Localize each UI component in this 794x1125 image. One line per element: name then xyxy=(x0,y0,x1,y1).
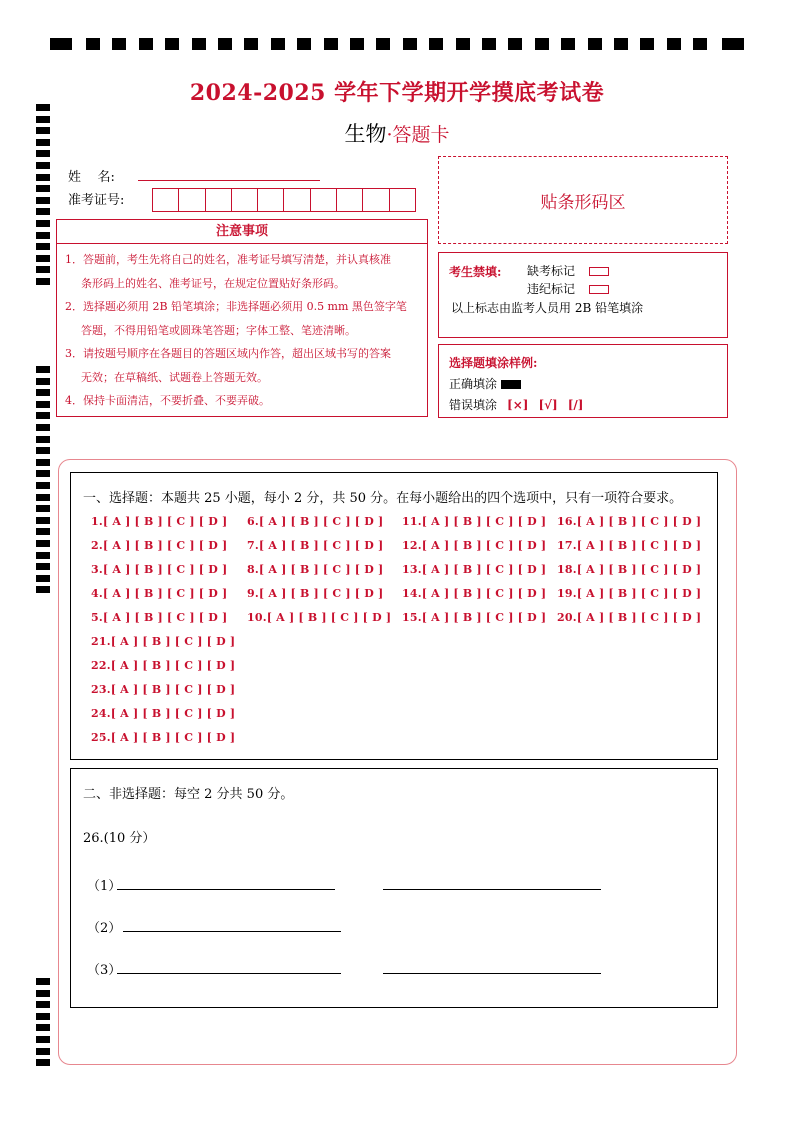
barcode-area: 贴条形码区 xyxy=(438,156,728,244)
timing-mark xyxy=(36,139,50,146)
mc-question-23[interactable] xyxy=(91,683,235,696)
mc-options[interactable]: [ A ] [ B ] [ C ] [ D ] xyxy=(421,515,547,528)
proctor-only-box xyxy=(438,252,728,338)
mc-options[interactable]: [ A ] [ B ] [ C ] [ D ] xyxy=(258,515,384,528)
proctor-note: 以上标志由监考人员用 2B 铅笔填涂 xyxy=(451,301,644,315)
mc-question-number: 7. xyxy=(247,539,259,552)
mc-question-14[interactable] xyxy=(402,587,546,600)
mc-options[interactable]: [ A ] [ B ] [ C ] [ D ] xyxy=(421,563,547,576)
mc-question-number: 15. xyxy=(402,611,422,624)
timing-mark xyxy=(36,1048,50,1055)
timing-mark xyxy=(36,412,50,419)
mc-options[interactable]: [ A ] [ B ] [ C ] [ D ] xyxy=(266,611,392,624)
mc-options[interactable]: [ A ] [ B ] [ C ] [ D ] xyxy=(110,731,236,744)
timing-mark xyxy=(722,38,744,50)
mc-question-21[interactable] xyxy=(91,635,235,648)
timing-mark xyxy=(244,38,258,50)
mc-options[interactable]: [ A ] [ B ] [ C ] [ D ] xyxy=(576,587,702,600)
notice-title: 注意事项 xyxy=(57,220,427,244)
subject-name: 生物 xyxy=(344,122,387,146)
mc-options[interactable]: [ A ] [ B ] [ C ] [ D ] xyxy=(110,707,236,720)
timing-mark xyxy=(36,528,50,535)
timing-mark xyxy=(36,266,50,273)
mc-question-number: 21. xyxy=(91,635,111,648)
blank-label-3: （3） xyxy=(87,963,122,978)
mc-question-number: 3. xyxy=(91,563,103,576)
wrong-mark-cross: [×] xyxy=(507,398,529,412)
timing-mark xyxy=(36,185,50,192)
mc-question-number: 8. xyxy=(247,563,259,576)
violation-mark-box[interactable] xyxy=(589,285,609,294)
mc-question-number: 22. xyxy=(91,659,111,672)
mc-question-12[interactable] xyxy=(402,539,546,552)
timing-mark xyxy=(456,38,470,50)
question-26-label: 26.(10 分） xyxy=(83,831,156,846)
timing-mark xyxy=(36,978,50,985)
mc-question-number: 18. xyxy=(557,563,577,576)
timing-mark xyxy=(36,208,50,215)
id-digit-box[interactable] xyxy=(206,188,232,212)
timing-mark xyxy=(36,220,50,227)
answer-line-1a[interactable] xyxy=(117,889,335,890)
timing-mark xyxy=(482,38,496,50)
timing-mark xyxy=(36,586,50,593)
mc-question-number: 25. xyxy=(91,731,111,744)
correct-fill-mark xyxy=(501,380,521,389)
mc-question-number: 10. xyxy=(247,611,267,624)
wrong-mark-slash: [/] xyxy=(567,398,584,412)
mc-options[interactable]: [ A ] [ B ] [ C ] [ D ] xyxy=(102,611,228,624)
id-digit-box[interactable] xyxy=(258,188,284,212)
timing-mark xyxy=(561,38,575,50)
mc-question-24[interactable] xyxy=(91,707,235,720)
notice-item: 2．选择题必须用 2B 铅笔填涂；非选择题必须用 0.5 mm 黑色签字笔 xyxy=(65,300,407,313)
mc-question-25[interactable] xyxy=(91,731,235,744)
mc-options[interactable]: [ A ] [ B ] [ C ] [ D ] xyxy=(421,539,547,552)
answer-line-3b[interactable] xyxy=(383,973,601,974)
absent-mark-box[interactable] xyxy=(589,267,609,276)
mc-options[interactable]: [ A ] [ B ] [ C ] [ D ] xyxy=(110,635,236,648)
id-digit-box[interactable] xyxy=(363,188,389,212)
mc-question-number: 11. xyxy=(402,515,422,528)
timing-mark xyxy=(36,447,50,454)
mc-options[interactable]: [ A ] [ B ] [ C ] [ D ] xyxy=(421,587,547,600)
mc-question-13[interactable] xyxy=(402,563,546,576)
mc-question-number: 16. xyxy=(557,515,577,528)
timing-mark xyxy=(429,38,443,50)
mc-question-22[interactable] xyxy=(91,659,235,672)
timing-mark xyxy=(36,990,50,997)
exam-title: 2024-2025 学年下学期开学摸底考试卷 xyxy=(189,80,605,106)
notice-item: 3．请按题号顺序在各题目的答题区域内作答，超出区域书写的答案 xyxy=(65,347,391,360)
timing-mark xyxy=(139,38,153,50)
timing-mark xyxy=(271,38,285,50)
id-digit-box[interactable] xyxy=(152,188,179,212)
timing-mark xyxy=(36,494,50,501)
timing-mark xyxy=(36,517,50,524)
fill-sample-box xyxy=(438,344,728,418)
mc-question-number: 1. xyxy=(91,515,103,528)
timing-mark xyxy=(36,482,50,489)
mc-options[interactable]: [ A ] [ B ] [ C ] [ D ] xyxy=(258,563,384,576)
mc-question-number: 4. xyxy=(91,587,103,600)
timing-mark xyxy=(36,255,50,262)
mc-question-number: 23. xyxy=(91,683,111,696)
mc-question-20[interactable] xyxy=(557,611,701,624)
section2-title: 二、非选择题：每空 2 分共 50 分。 xyxy=(83,787,294,802)
mc-question-number: 13. xyxy=(402,563,422,576)
id-digit-box[interactable] xyxy=(390,188,416,212)
timing-mark xyxy=(112,38,126,50)
id-digit-box[interactable] xyxy=(337,188,363,212)
mc-options[interactable]: [ A ] [ B ] [ C ] [ D ] xyxy=(258,539,384,552)
timing-mark xyxy=(36,424,50,431)
mc-options[interactable]: [ A ] [ B ] [ C ] [ D ] xyxy=(258,587,384,600)
mc-options[interactable]: [ A ] [ B ] [ C ] [ D ] xyxy=(102,539,228,552)
timing-mark xyxy=(36,436,50,443)
mc-question-number: 14. xyxy=(402,587,422,600)
timing-mark xyxy=(36,1001,50,1008)
mc-question-8[interactable] xyxy=(247,563,383,576)
subtitle-separator: · xyxy=(386,124,393,146)
blank-label-1: （1） xyxy=(87,879,122,894)
blank-label-2: （2） xyxy=(87,921,122,936)
timing-mark xyxy=(36,104,50,111)
section1-title: 一、选择题：本题共 25 小题，每小 2 分，共 50 分。在每小题给出的四个选项中，只有一项符合要求。 xyxy=(83,491,683,506)
mc-options[interactable]: [ A ] [ B ] [ C ] [ D ] xyxy=(110,683,236,696)
timing-mark xyxy=(36,197,50,204)
notice-item: 1．答题前，考生先将自己的姓名，准考证号填写清楚，并认真核准 xyxy=(65,253,391,266)
proctor-title: 考生禁填: xyxy=(449,265,502,279)
id-label: 准考证号: xyxy=(68,193,125,208)
timing-mark xyxy=(192,38,206,50)
timing-mark xyxy=(640,38,654,50)
timing-mark xyxy=(36,243,50,250)
wrong-mark-check: [√] xyxy=(538,398,558,412)
timing-mark xyxy=(218,38,232,50)
notice-item: 答题，不得用铅笔或圆珠笔答题；字体工整、笔迹清晰。 xyxy=(81,323,356,337)
timing-mark xyxy=(693,38,707,50)
timing-mark xyxy=(36,552,50,559)
timing-mark xyxy=(36,232,50,239)
mc-question-number: 17. xyxy=(557,539,577,552)
timing-mark xyxy=(36,540,50,547)
id-digit-box[interactable] xyxy=(284,188,310,212)
timing-mark xyxy=(36,1013,50,1020)
id-digit-box[interactable] xyxy=(179,188,205,212)
mc-options[interactable]: [ A ] [ B ] [ C ] [ D ] xyxy=(576,539,702,552)
mc-options[interactable]: [ A ] [ B ] [ C ] [ D ] xyxy=(102,515,228,528)
notice-item: 条形码上的姓名、准考证号，在规定位置贴好条形码。 xyxy=(81,276,345,290)
timing-mark xyxy=(50,38,72,50)
answer-line-1b[interactable] xyxy=(383,889,601,890)
mc-options[interactable]: [ A ] [ B ] [ C ] [ D ] xyxy=(102,587,228,600)
id-digit-box[interactable] xyxy=(232,188,258,212)
mc-question-number: 2. xyxy=(91,539,103,552)
timing-mark xyxy=(535,38,549,50)
mc-options[interactable]: [ A ] [ B ] [ C ] [ D ] xyxy=(102,563,228,576)
mc-question-5[interactable] xyxy=(91,611,227,624)
id-digit-box[interactable] xyxy=(311,188,337,212)
timing-mark xyxy=(508,38,522,50)
mc-question-number: 20. xyxy=(557,611,577,624)
timing-mark xyxy=(36,1059,50,1066)
mc-question-19[interactable] xyxy=(557,587,701,600)
mc-question-17[interactable] xyxy=(557,539,701,552)
timing-mark xyxy=(165,38,179,50)
timing-mark xyxy=(350,38,364,50)
mc-options[interactable]: [ A ] [ B ] [ C ] [ D ] xyxy=(576,611,702,624)
timing-mark xyxy=(36,174,50,181)
mc-question-1[interactable] xyxy=(91,515,227,528)
mc-question-3[interactable] xyxy=(91,563,227,576)
mc-question-number: 24. xyxy=(91,707,111,720)
id-number-boxes[interactable] xyxy=(152,188,416,212)
timing-mark xyxy=(36,366,50,373)
mc-options[interactable]: [ A ] [ B ] [ C ] [ D ] xyxy=(110,659,236,672)
mc-question-16[interactable] xyxy=(557,515,701,528)
timing-mark xyxy=(614,38,628,50)
timing-mark xyxy=(36,150,50,157)
card-subtitle xyxy=(0,118,794,148)
mc-question-11[interactable] xyxy=(402,515,546,528)
timing-mark xyxy=(36,1036,50,1043)
absent-label: 缺考标记 xyxy=(527,264,576,278)
mc-question-15[interactable] xyxy=(402,611,546,624)
notice-box xyxy=(56,219,428,417)
timing-mark xyxy=(36,278,50,285)
timing-mark xyxy=(588,38,602,50)
violation-label: 违纪标记 xyxy=(527,282,576,296)
mc-question-6[interactable] xyxy=(247,515,383,528)
timing-mark xyxy=(297,38,311,50)
mc-options[interactable]: [ A ] [ B ] [ C ] [ D ] xyxy=(576,563,702,576)
timing-mark xyxy=(667,38,681,50)
timing-mark xyxy=(36,505,50,512)
name-label: 姓 名: xyxy=(68,170,115,185)
mc-question-4[interactable] xyxy=(91,587,227,600)
timing-mark xyxy=(36,162,50,169)
timing-mark xyxy=(36,116,50,123)
mc-question-number: 5. xyxy=(91,611,103,624)
timing-mark xyxy=(86,38,100,50)
timing-mark xyxy=(36,389,50,396)
wrong-fill-label: 错误填涂 xyxy=(449,398,498,412)
mc-options[interactable]: [ A ] [ B ] [ C ] [ D ] xyxy=(576,515,702,528)
timing-mark xyxy=(376,38,390,50)
mc-options[interactable]: [ A ] [ B ] [ C ] [ D ] xyxy=(421,611,547,624)
timing-mark xyxy=(403,38,417,50)
answer-line-2[interactable] xyxy=(123,931,341,932)
name-field[interactable] xyxy=(138,180,320,181)
mc-question-10[interactable] xyxy=(247,611,391,624)
timing-mark xyxy=(36,470,50,477)
mc-question-number: 19. xyxy=(557,587,577,600)
mc-question-7[interactable] xyxy=(247,539,383,552)
card-label: 答题卡 xyxy=(392,124,450,146)
timing-mark xyxy=(36,127,50,134)
timing-mark xyxy=(36,575,50,582)
timing-mark xyxy=(36,459,50,466)
notice-item: 无效；在草稿纸、试题卷上答题无效。 xyxy=(81,370,268,384)
mc-question-2[interactable] xyxy=(91,539,227,552)
mc-question-18[interactable] xyxy=(557,563,701,576)
answer-line-3a[interactable] xyxy=(117,973,341,974)
timing-mark xyxy=(324,38,338,50)
mc-question-number: 6. xyxy=(247,515,259,528)
timing-mark xyxy=(36,401,50,408)
free-response-section xyxy=(70,768,718,1008)
timing-mark xyxy=(36,378,50,385)
notice-item: 4．保持卡面清洁，不要折叠、不要弄破。 xyxy=(65,394,270,407)
timing-mark xyxy=(36,563,50,570)
sample-title: 选择题填涂样例: xyxy=(449,356,538,370)
mc-question-number: 12. xyxy=(402,539,422,552)
correct-fill-label: 正确填涂 xyxy=(449,377,498,391)
multiple-choice-section xyxy=(70,472,718,760)
mc-question-number: 9. xyxy=(247,587,259,600)
mc-question-9[interactable] xyxy=(247,587,383,600)
timing-mark xyxy=(36,1024,50,1031)
